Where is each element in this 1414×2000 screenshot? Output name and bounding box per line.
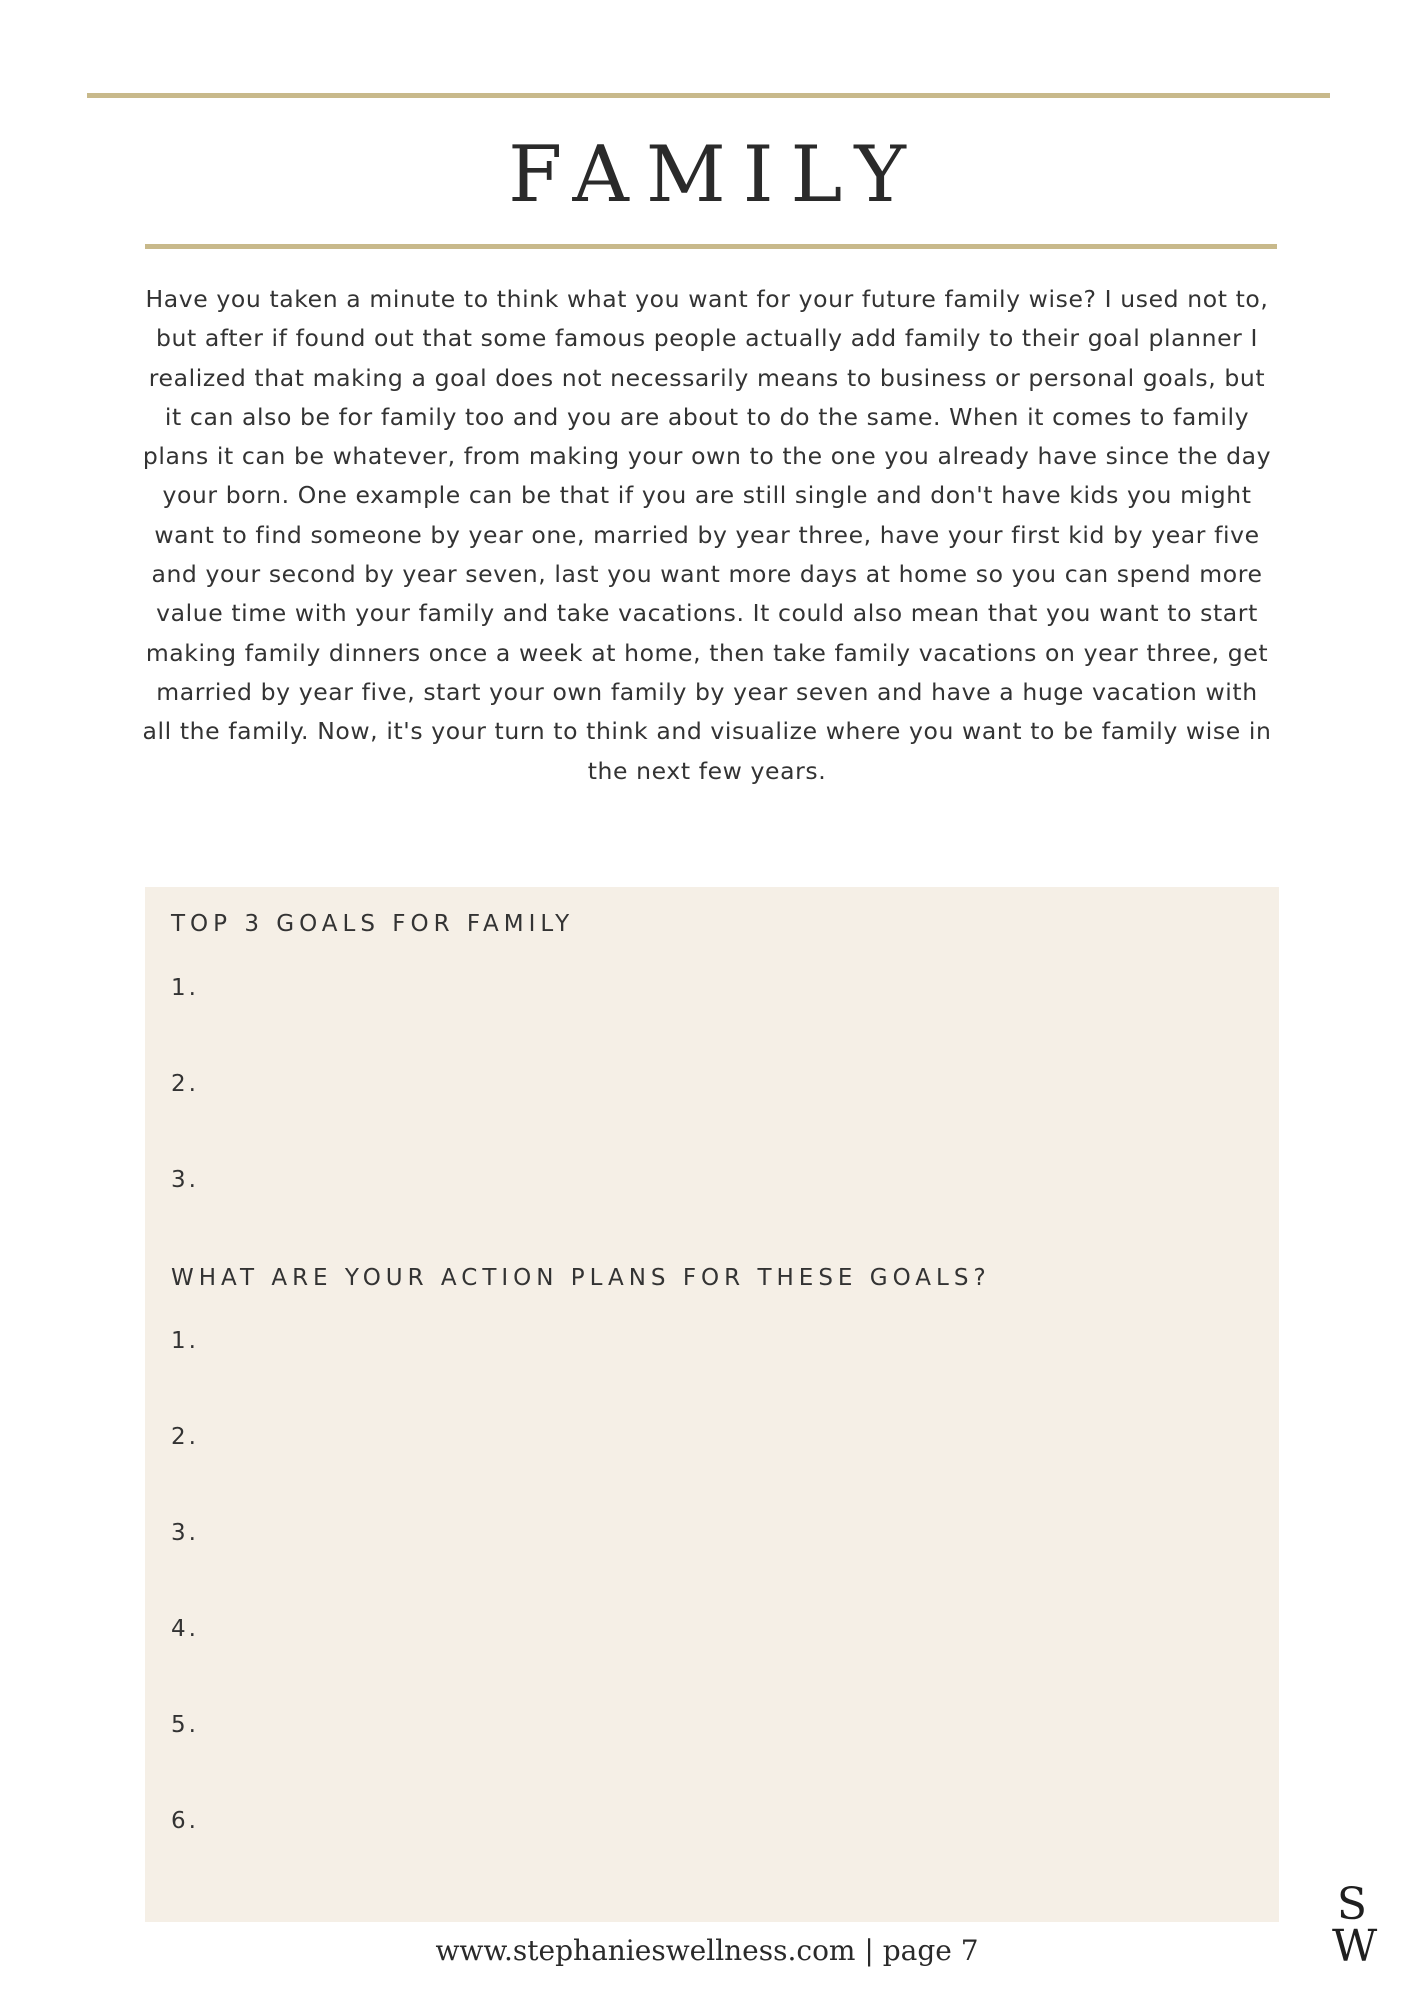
sw-logo (1332, 1879, 1378, 1972)
action-item-4: 4. (171, 1616, 199, 1642)
action-item-3: 3. (171, 1520, 199, 1546)
goals-heading: TOP 3 GOALS FOR FAMILY (171, 911, 575, 937)
action-item-5: 5. (171, 1712, 199, 1738)
action-plans-heading: WHAT ARE YOUR ACTION PLANS FOR THESE GOALS? (171, 1265, 991, 1291)
logo-letter-s: S (1336, 1879, 1368, 1930)
goal-item-1: 1. (171, 975, 199, 1001)
footer-url-page: www.stephanieswellness.com | page 7 (435, 1934, 979, 1967)
intro-paragraph: Have you taken a minute to think what you want for your future family wise? I used not to, but after if found out that some famous people actually add family to their goal planner I realized that making a goal does not necessarily means to business or personal goals, but it can also be for family too and you are about to do the same. When it comes to family plans it can be whatever, from making your own to the one you already have since the day your born. One example can be that if you are still single and don't have kids you might want to find someone by year one, married by year three, have your first kid by year five and your second by year seven, last you want more days at home so you can spend more value time with your family and take vacations. It could also mean that you want to start making family dinners once a week at home, then take family vacations on year three, get married by year five, start your own family by year seven and have a huge vacation with all the family. Now, it's your turn to think and visualize where you want to be family wise in the next few years. (142, 285, 1272, 785)
goals-worksheet-panel (145, 887, 1279, 1922)
top-divider (87, 93, 1330, 98)
action-item-2: 2. (171, 1424, 199, 1450)
action-item-6: 6. (171, 1808, 199, 1834)
title-divider (145, 244, 1277, 249)
logo-letter-w: W (1332, 1920, 1378, 1972)
action-item-1: 1. (171, 1328, 199, 1354)
goal-item-2: 2. (171, 1071, 199, 1097)
page-title: FAMILY (508, 130, 923, 220)
goal-item-3: 3. (171, 1167, 199, 1193)
